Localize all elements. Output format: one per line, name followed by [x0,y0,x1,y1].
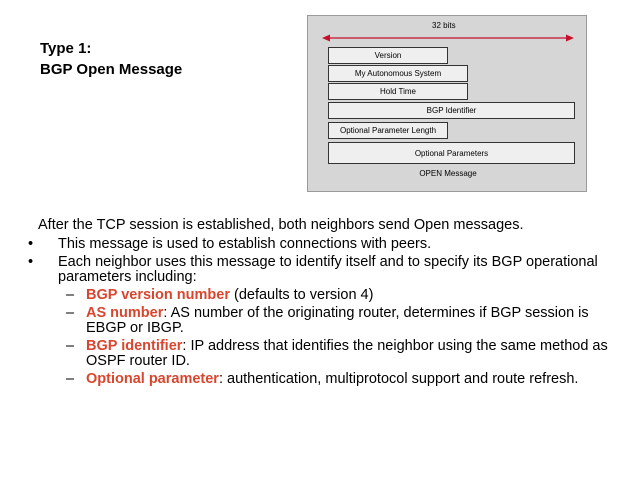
bullet-item [28,255,618,285]
title-line-type: Type 1: [40,40,92,57]
slide-title [40,38,182,80]
sub-bullet-item [28,339,618,369]
open-message-diagram [307,15,587,192]
dash-mark: – [66,371,75,387]
intro-text: After the TCP session is established, both neighbors send Open messages. [38,217,524,233]
bullet-item [28,237,618,252]
title-line-message: BGP Open Message [40,61,183,78]
sub-bullet-text: (defaults to version 4) [229,287,374,303]
sub-bullet-text: : AS number of the originating router, determines if BGP session is EBGP or IBGP. [86,305,589,336]
bullet-mark: • [28,236,34,252]
bullet-text: This message is used to establish connections with peers. [58,236,432,252]
diagram-caption: OPEN Message [419,169,477,178]
bits-label: 32 bits [432,21,456,30]
term-bgp-version-number: BGP version number [86,287,230,303]
sub-bullet-text: : authentication, multiprotocol support and route refresh. [218,371,579,387]
sub-bullet-item [28,306,618,336]
sub-bullet-text: : IP address that identifies the neighbor using the same method as OSPF router ID. [86,338,608,369]
dash-mark: – [66,305,75,321]
slide-body [28,218,618,390]
bullet-mark: • [28,254,34,270]
field-bgp-identifier: BGP Identifier [328,102,575,119]
field-version: Version [328,47,448,64]
dash-mark: – [66,338,75,354]
field-my-autonomous-system: My Autonomous System [328,65,468,82]
field-optional-parameter-length: Optional Parameter Length [328,122,448,139]
field-optional-parameters: Optional Parameters [328,142,575,164]
sub-bullet-item [28,372,618,387]
term-bgp-identifier: BGP identifier [86,338,183,354]
term-optional-parameter: Optional parameter [86,371,219,387]
sub-bullet-item [28,288,618,303]
dash-mark: – [66,287,75,303]
term-as-number: AS number [86,305,164,321]
field-hold-time: Hold Time [328,83,468,100]
bullet-text: Each neighbor uses this message to identify itself and to specify its BGP operational parameters including: [58,254,598,285]
